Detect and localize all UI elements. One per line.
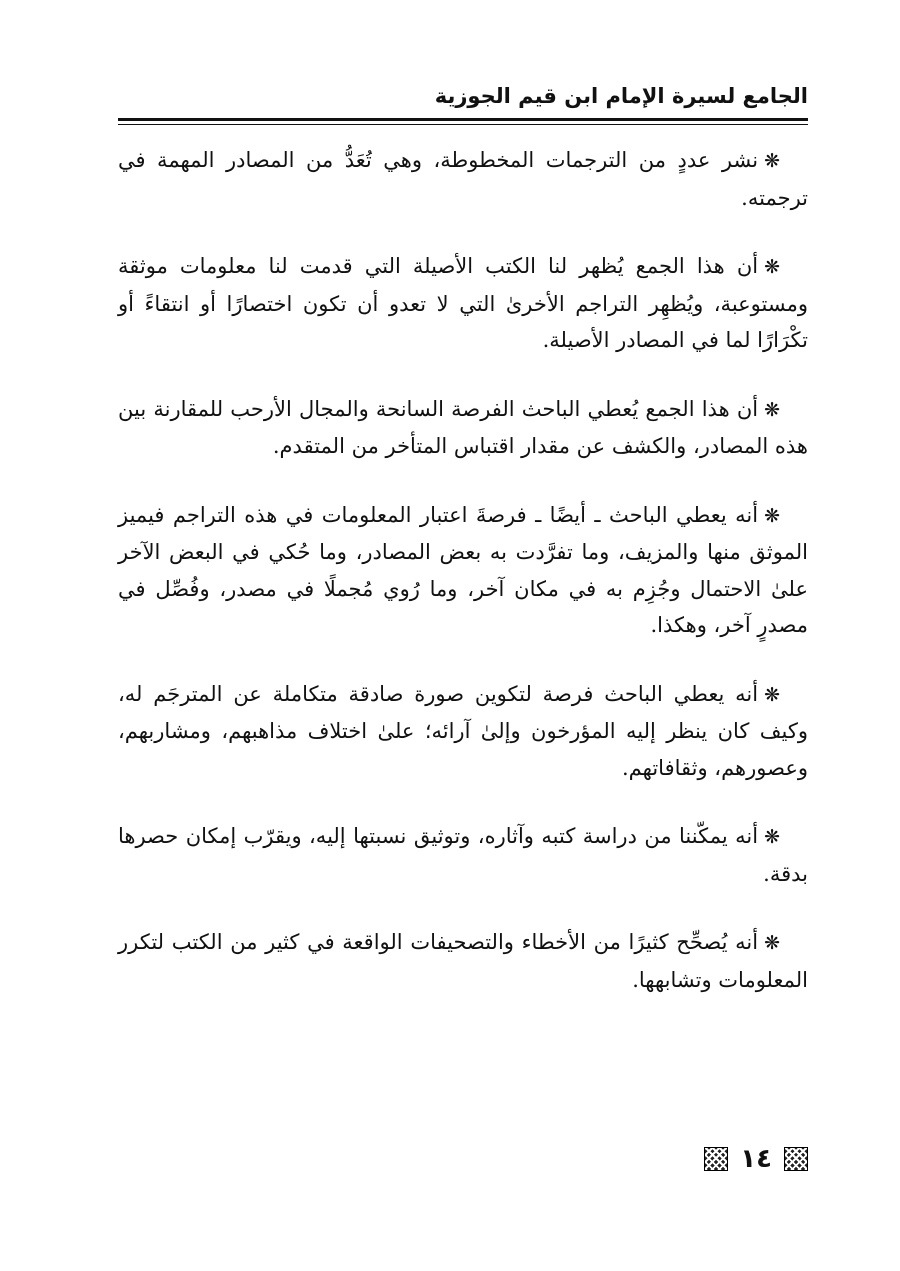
bullet-ornament: ❋ [764,683,780,706]
paragraph [118,818,808,892]
paragraph [118,924,808,998]
bullet-ornament: ❋ [764,398,780,421]
running-title: الجامع لسيرة الإمام ابن قيم الجوزية [434,84,808,108]
paragraph [118,497,808,644]
paragraph [118,676,808,787]
paragraph-text: نشر عددٍ من الترجمات المخطوطة، وهي تُعَدُّ من المصادر المهمة في ترجمته. [118,148,808,210]
bullet-ornament: ❋ [764,504,780,527]
bullet-ornament: ❋ [764,826,780,848]
page-header [118,80,808,125]
paragraph-text: أنه يعطي الباحث فرصة لتكوين صورة صادقة متكاملة عن المترجَم له، وكيف كان ينظر إليه المؤرخون وإلىٰ آرائه؛ علىٰ اختلاف مذاهبهم، ومشاربهم، وعصورهم، وثقافاتهم. [118,681,808,780]
page-footer [704,1146,808,1172]
page-number: ١٤ [740,1144,772,1174]
paragraph-text: أن هذا الجمع يُظهر لنا الكتب الأصيلة التي قدمت لنا معلومات موثقة ومستوعبة، ويُظهِر التراجم الأخرىٰ التي لا تعدو أن تكون اختصارًا أو انتقاءً أو تكْرَارًا لما في المصادر الأصيلة. [118,254,808,352]
ornament-square-icon [784,1147,808,1171]
paragraph-text: أنه يمكّننا من دراسة كتبه وآثاره، وتوثيق نسبتها إليه، ويقرّب إمكان حصرها بدقة. [118,824,808,886]
body-text [118,142,808,1030]
paragraph-text: أن هذا الجمع يُعطي الباحث الفرصة السانحة والمجال الأرحب للمقارنة بين هذه المصادر، والكشف عن مقدار اقتباس المتأخر من المتقدم. [118,396,808,458]
paragraph [118,142,808,216]
paragraph-text: أنه يعطي الباحث ـ أيضًا ـ فرصةَ اعتبار المعلومات في هذه التراجم فيميز الموثق منها والمزيف، وما تفرَّدت به بعض المصادر، وما حُكي في البعض الآخر علىٰ الاحتمال وجُزِم به في مكان آخر، وما رُوي مُجملًا في مصدر، وفُصِّل في مصدرٍ آخر، وهكذا. [118,502,808,637]
paragraph [118,248,808,359]
ornament-square-icon [704,1147,728,1171]
bullet-ornament: ❋ [764,256,780,278]
paragraph [118,391,808,465]
bullet-ornament: ❋ [764,932,780,954]
bullet-ornament: ❋ [764,150,780,172]
header-rule-thin [118,124,808,125]
header-rule-thick [118,118,808,121]
paragraph-text: أنه يُصحِّح كثيرًا من الأخطاء والتصحيفات الواقعة في كثير من الكتب لتكرر المعلومات وتشابهها. [118,930,808,992]
